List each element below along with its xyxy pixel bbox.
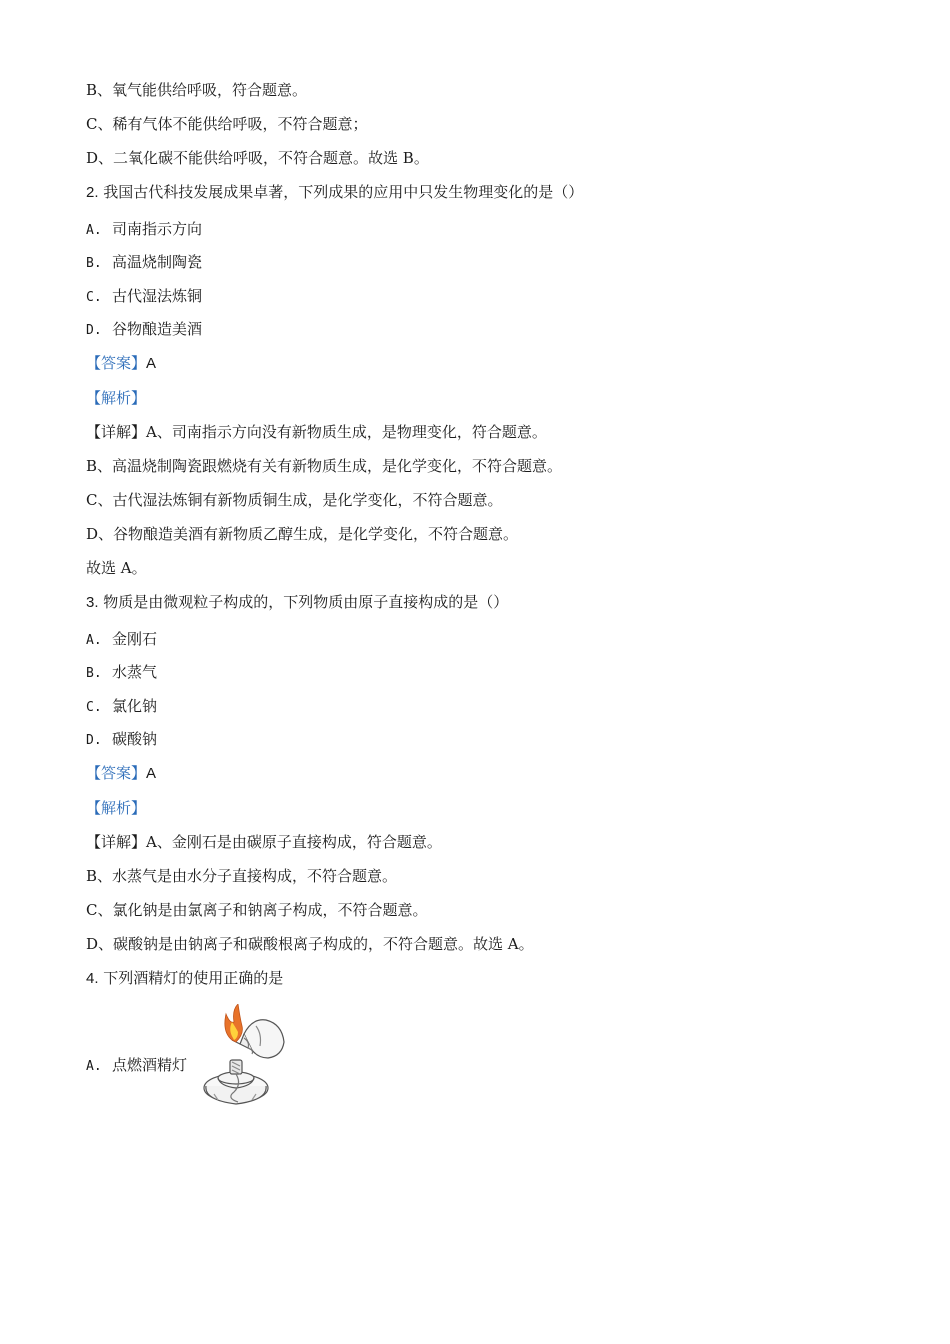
q2-option-c bbox=[86, 286, 202, 308]
option-text: 高温烧制陶瓷 bbox=[112, 253, 203, 271]
q2-detail-c: C、古代湿法炼铜有新物质铜生成，是化学变化，不符合题意。 bbox=[86, 491, 503, 509]
q3-detail-b: B、水蒸气是由水分子直接构成，不符合题意。 bbox=[86, 867, 398, 885]
option-letter: A. bbox=[86, 223, 102, 238]
q2-option-a bbox=[86, 219, 202, 241]
q2-conclusion: 故选 A。 bbox=[86, 559, 147, 577]
q3-detail-c: C、氯化钠是由氯离子和钠离子构成，不符合题意。 bbox=[86, 901, 428, 919]
option-letter: A. bbox=[86, 1059, 102, 1074]
option-text: 金刚石 bbox=[112, 630, 158, 648]
q3-option-d bbox=[86, 729, 157, 751]
option-text: 水蒸气 bbox=[112, 663, 158, 681]
detail-tag: 【详解】 bbox=[86, 423, 147, 441]
q2-detail-d: D、谷物酿造美酒有新物质乙醇生成，是化学变化，不符合题意。 bbox=[86, 525, 519, 543]
q3-option-a bbox=[86, 629, 157, 651]
option-text: 古代湿法炼铜 bbox=[112, 287, 203, 305]
question-text: 下列酒精灯的使用正确的是 bbox=[103, 969, 284, 987]
answer-value: A bbox=[146, 355, 157, 372]
detail-tag: 【详解】 bbox=[86, 833, 147, 851]
prev-explanation-b: B、氧气能供给呼吸，符合题意。 bbox=[86, 81, 308, 99]
detail-text: A、金刚石是由碳原子直接构成，符合题意。 bbox=[146, 833, 442, 851]
alcohol-lamp-illustration bbox=[196, 1004, 298, 1108]
question-text: 物质是由微观粒子构成的，下列物质由原子直接构成的是（） bbox=[103, 593, 509, 611]
answer-tag: 【答案】 bbox=[86, 354, 147, 372]
q3-analysis-tag: 【解析】 bbox=[86, 799, 147, 817]
option-letter: C. bbox=[86, 290, 102, 305]
q2-detail-a bbox=[86, 422, 547, 442]
answer-value: A bbox=[146, 765, 157, 782]
q3-option-c bbox=[86, 696, 157, 718]
q2-analysis-tag: 【解析】 bbox=[86, 389, 147, 407]
option-text: 碳酸钠 bbox=[112, 730, 158, 748]
option-text: 点燃酒精灯 bbox=[112, 1056, 188, 1074]
option-letter: D. bbox=[86, 323, 102, 338]
q2-option-b bbox=[86, 252, 202, 274]
question-number: 3. bbox=[86, 594, 99, 611]
option-letter: B. bbox=[86, 256, 102, 271]
question-2-stem bbox=[86, 182, 583, 203]
q3-detail-d: D、碳酸钠是由钠离子和碳酸根离子构成的，不符合题意。故选 A。 bbox=[86, 935, 534, 953]
question-3-stem bbox=[86, 592, 508, 613]
q4-option-a bbox=[86, 1055, 187, 1077]
q2-option-d bbox=[86, 319, 202, 341]
q3-detail-a bbox=[86, 832, 442, 852]
question-number: 2. bbox=[86, 184, 99, 201]
option-text: 司南指示方向 bbox=[112, 220, 203, 238]
option-letter: D. bbox=[86, 733, 102, 748]
answer-tag: 【答案】 bbox=[86, 764, 147, 782]
prev-explanation-d: D、二氧化碳不能供给呼吸，不符合题意。故选 B。 bbox=[86, 149, 429, 167]
detail-text: A、司南指示方向没有新物质生成，是物理变化，符合题意。 bbox=[146, 423, 547, 441]
prev-explanation-c: C、稀有气体不能供给呼吸，不符合题意； bbox=[86, 115, 368, 133]
question-number: 4. bbox=[86, 970, 99, 987]
question-4-stem bbox=[86, 968, 283, 989]
option-letter: B. bbox=[86, 666, 102, 681]
q2-detail-b: B、高温烧制陶瓷跟燃烧有关有新物质生成，是化学变化，不符合题意。 bbox=[86, 457, 563, 475]
option-letter: A. bbox=[86, 633, 102, 648]
q2-answer bbox=[86, 353, 156, 374]
option-letter: C. bbox=[86, 700, 102, 715]
option-text: 氯化钠 bbox=[112, 697, 158, 715]
option-text: 谷物酿造美酒 bbox=[112, 320, 203, 338]
question-text: 我国古代科技发展成果卓著，下列成果的应用中只发生物理变化的是（） bbox=[103, 183, 584, 201]
q3-option-b bbox=[86, 662, 157, 684]
q3-answer bbox=[86, 763, 156, 784]
